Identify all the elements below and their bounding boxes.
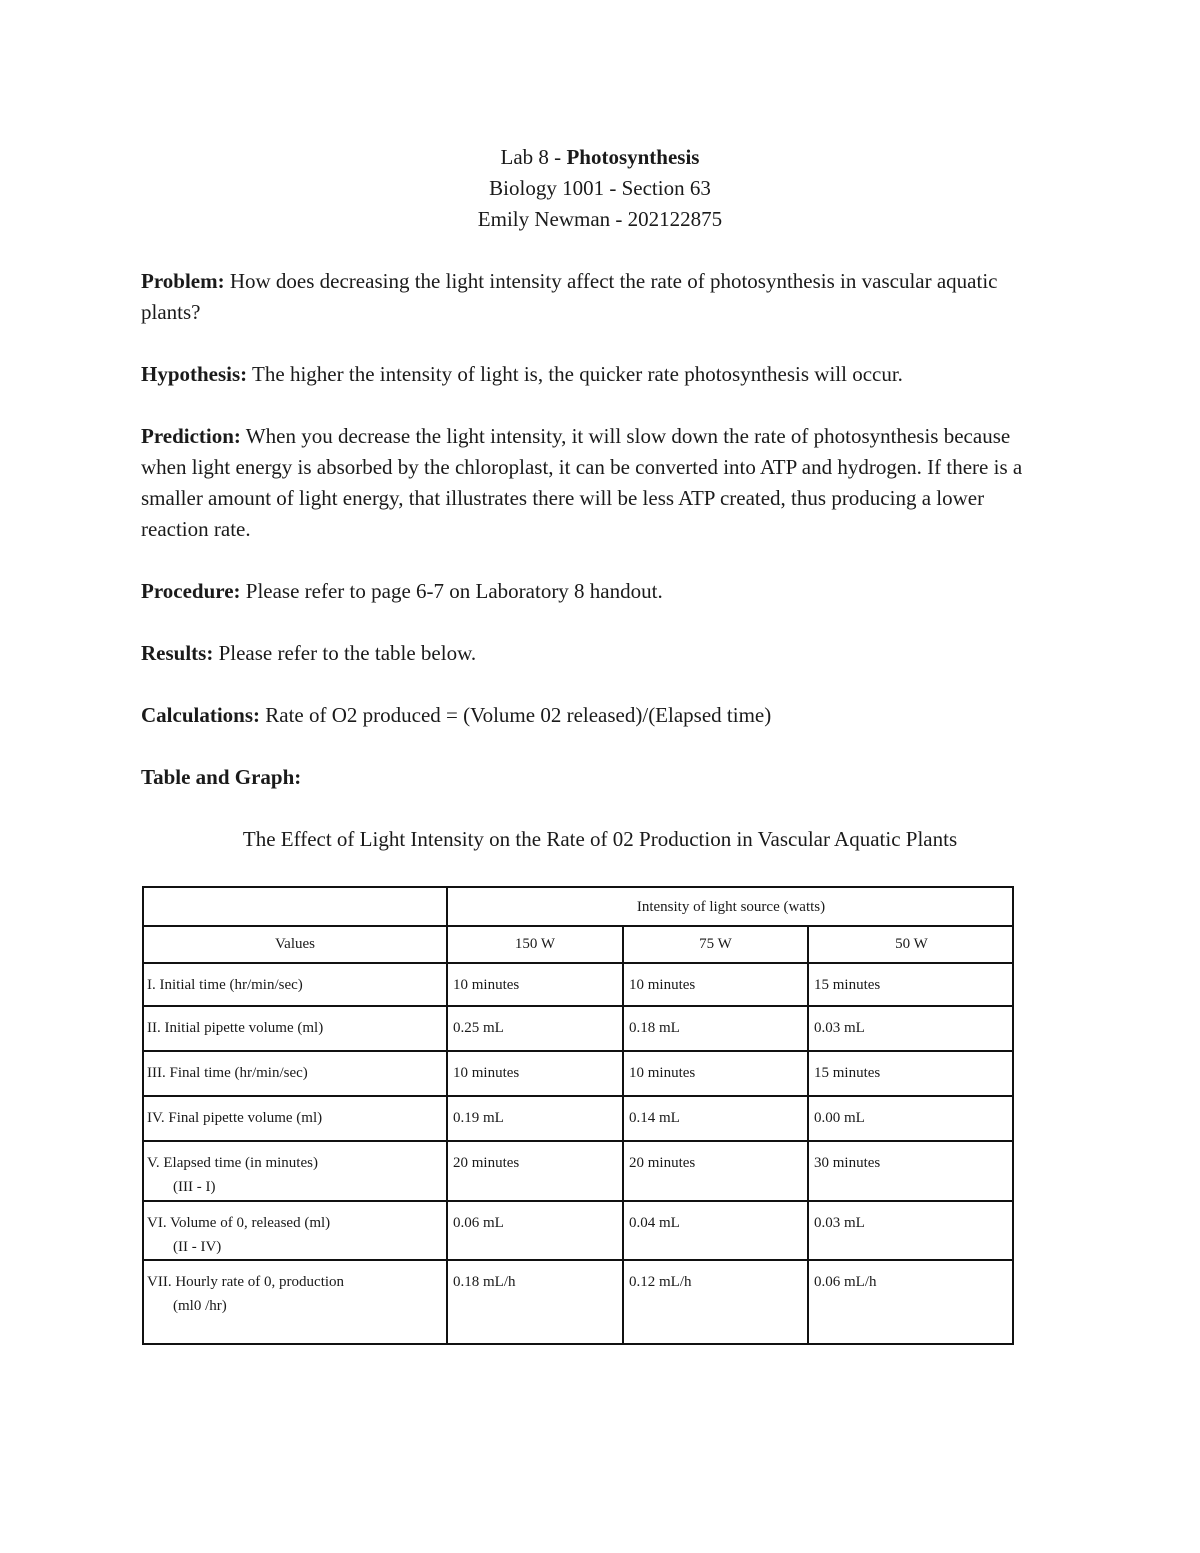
problem-label: Problem: — [141, 269, 225, 293]
course-line: Biology 1001 - Section 63 — [489, 176, 711, 200]
table-cell: 10 minutes — [453, 1065, 520, 1081]
results-paragraph — [141, 638, 1041, 669]
values-header: Values — [275, 936, 315, 952]
table-cell: 0.25 mL — [453, 1020, 504, 1036]
table-cell: 0.03 mL — [814, 1215, 865, 1231]
column-header-150w: 150 W — [514, 936, 556, 952]
row-label: IV. Final pipette volume (ml) — [147, 1110, 323, 1126]
document-header — [0, 142, 1200, 235]
lab-title-bold: Photosynthesis — [566, 145, 700, 169]
table-cell: 20 minutes — [453, 1155, 520, 1171]
calculations-paragraph — [141, 700, 1041, 731]
hypothesis-label: Hypothesis: — [141, 362, 248, 386]
row-label: VI. Volume of 0, released (ml) — [147, 1215, 331, 1231]
row-sub-label: (II - IV) — [173, 1239, 222, 1255]
table-cell: 10 minutes — [629, 1065, 696, 1081]
row-label: I. Initial time (hr/min/sec) — [147, 977, 303, 993]
table-cell: 20 minutes — [629, 1155, 696, 1171]
problem-paragraph — [141, 266, 1041, 328]
row-label-with-sub — [144, 1202, 446, 1259]
table-cell: 0.14 mL — [629, 1110, 680, 1126]
calculations-text: Rate of O2 produced = (Volume 02 released)/(Elapsed time) — [260, 703, 772, 727]
table-cell: 0.18 mL/h — [453, 1274, 516, 1290]
row-sub-label: (III - I) — [173, 1179, 216, 1195]
column-header-50w: 50 W — [895, 936, 928, 952]
table-cell: 0.04 mL — [629, 1215, 680, 1231]
results-table — [142, 886, 1014, 1345]
results-text: Please refer to the table below. — [213, 641, 477, 665]
table-group-header: Intensity of light source (watts) — [636, 899, 826, 915]
lab-title: Lab 8 - Photosynthesis — [500, 145, 700, 169]
table-cell: 0.06 mL — [453, 1215, 504, 1231]
row-label-with-sub — [144, 1142, 446, 1199]
calculations-label: Calculations: — [141, 703, 261, 727]
procedure-text: Please refer to page 6-7 on Laboratory 8 handout. — [240, 579, 663, 603]
procedure-label: Procedure: — [141, 579, 241, 603]
table-heading: Table and Graph: — [141, 765, 302, 789]
hypothesis-paragraph — [141, 359, 1041, 390]
prediction-label: Prediction: — [141, 424, 241, 448]
prediction-text: When you decrease the light intensity, it will slow down the rate of photosynthesis because when light energy is absorbed by the chloroplast, it can be converted into ATP and hydrogen. If there is a smaller amount of light energy, that illustrates there will be less ATP created, thus producing a lower reaction rate. — [141, 424, 1023, 541]
table-cell: 10 minutes — [453, 977, 520, 993]
procedure-paragraph — [141, 576, 1041, 607]
row-label: VII. Hourly rate of 0, production — [147, 1274, 345, 1290]
table-title: The Effect of Light Intensity on the Rate of 02 Production in Vascular Aquatic Plants — [242, 827, 958, 851]
table-cell: 0.18 mL — [629, 1020, 680, 1036]
author-line: Emily Newman - 202122875 — [477, 207, 723, 231]
prediction-paragraph — [141, 421, 1041, 545]
column-header-75w: 75 W — [699, 936, 732, 952]
table-cell: 0.19 mL — [453, 1110, 504, 1126]
table-divider — [622, 925, 624, 1345]
table-cell: 10 minutes — [629, 977, 696, 993]
results-label: Results: — [141, 641, 214, 665]
table-cell: 15 minutes — [814, 977, 881, 993]
table-cell: 0.00 mL — [814, 1110, 865, 1126]
table-divider — [807, 925, 809, 1345]
table-cell: 15 minutes — [814, 1065, 881, 1081]
problem-text: How does decreasing the light intensity affect the rate of photosynthesis in vascular aquatic plants? — [141, 269, 998, 324]
row-label: II. Initial pipette volume (ml) — [147, 1020, 324, 1036]
row-label: V. Elapsed time (in minutes) — [147, 1155, 318, 1171]
table-cell: 30 minutes — [814, 1155, 881, 1171]
row-label-with-sub — [144, 1261, 446, 1318]
table-cell: 0.12 mL/h — [629, 1274, 692, 1290]
row-label: III. Final time (hr/min/sec) — [147, 1065, 308, 1081]
row-sub-label: (ml0 /hr) — [173, 1298, 227, 1314]
table-cell: 0.06 mL/h — [814, 1274, 877, 1290]
table-cell: 0.03 mL — [814, 1020, 865, 1036]
hypothesis-text: The higher the intensity of light is, the quicker rate photosynthesis will occur. — [247, 362, 903, 386]
